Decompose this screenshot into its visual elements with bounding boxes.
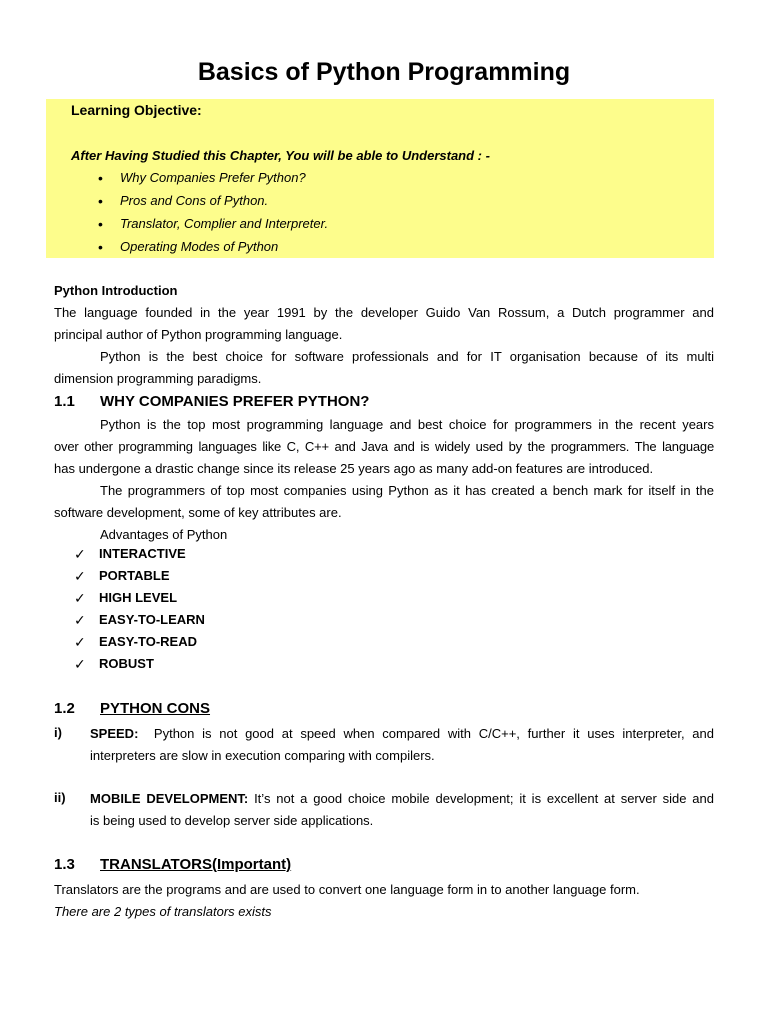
check-icon: ✓ [74,656,86,672]
learning-objective-box [46,99,714,258]
section-1-3-paragraph-1: Translators are the programs and are used to convert one language form in to another language form. [54,882,640,897]
cons-1-line-1 [90,725,714,743]
page-title: Basics of Python Programming [197,58,571,86]
advantages-label: Advantages of Python [100,527,228,542]
intro-paragraph-2-line-1: Python is the best choice for software professionals and for IT organisation because of its multi [100,349,714,364]
intro-paragraph-2-line-2: dimension programming paradigms. [54,371,262,386]
learning-objective-intro: After Having Studied this Chapter, You will be able to Understand : - [71,148,490,163]
check-icon: ✓ [74,590,86,606]
section-1-1-title: WHY COMPANIES PREFER PYTHON? [100,393,370,410]
advantage-label: EASY-TO-LEARN [99,612,205,627]
cons-1-numeral: i) [54,725,62,740]
intro-paragraph-1-line-2: principal author of Python programming language. [54,327,343,342]
advantage-label: HIGH LEVEL [99,590,178,605]
list-item [74,611,205,633]
advantage-label: PORTABLE [99,568,170,583]
intro-paragraph-1-line-1: The language founded in the year 1991 by the developer Guido Van Rossum, a Dutch programmer and [54,305,714,320]
list-item [74,633,205,655]
list-item: • Operating Modes of Python [46,238,328,261]
section-1-3-title: TRANSLATORS(Important) [100,856,292,873]
cons-2-numeral: ii) [54,790,66,805]
intro-heading: Python Introduction [54,283,178,298]
list-item: • Why Companies Prefer Python? [46,169,328,192]
check-icon: ✓ [74,612,86,628]
section-1-3-number: 1.3 [54,856,75,873]
list-item [74,589,205,611]
advantage-label: ROBUST [99,656,154,671]
check-icon: ✓ [74,634,86,650]
cons-2-text: It’s not a good choice mobile development; it is excellent at server side and [254,791,714,806]
section-1-1-p1-line-3: has undergone a drastic change since its release 25 years ago as many add-on features are introduced. [54,461,654,476]
section-1-1-p2-line-2: software development, some of key attributes are. [54,505,342,520]
cons-1-text: Python is not good at speed when compared with C/C++, further it uses interpreter, and [153,726,714,741]
cons-2-label: MOBILE DEVELOPMENT: [90,791,249,806]
list-item [74,655,205,677]
section-1-1-p1-line-2: over other programming languages like C, C++ and Java and is widely used by the programmers. The language [54,439,714,454]
list-item [74,567,205,589]
check-icon: ✓ [74,546,86,562]
learning-objective-heading: Learning Objective: [71,102,202,118]
section-1-1-p2-line-1: The programmers of top most companies using Python as it has created a bench mark for itself in the [100,483,714,498]
cons-2-line-1 [90,790,714,808]
list-item: • Translator, Complier and Interpreter. [46,215,328,238]
cons-1-line-2: interpreters are slow in execution comparing with compilers. [90,748,435,763]
advantages-list [74,545,205,677]
list-item [74,545,205,567]
section-1-1-p1-line-1: Python is the top most programming language and best choice for programmers in the recent years [100,417,714,432]
section-1-2-title: PYTHON CONS [100,700,211,717]
advantage-label: EASY-TO-READ [99,634,197,649]
list-item: • Pros and Cons of Python. [46,192,328,215]
cons-1-label: SPEED: [90,726,139,741]
section-1-1-number: 1.1 [54,393,75,410]
advantage-label: INTERACTIVE [99,546,186,561]
section-1-3-paragraph-2: There are 2 types of translators exists [54,904,272,919]
section-1-2-number: 1.2 [54,700,75,717]
learning-objective-list [46,169,328,261]
check-icon: ✓ [74,568,86,584]
cons-2-line-2: is being used to develop server side applications. [90,813,374,828]
